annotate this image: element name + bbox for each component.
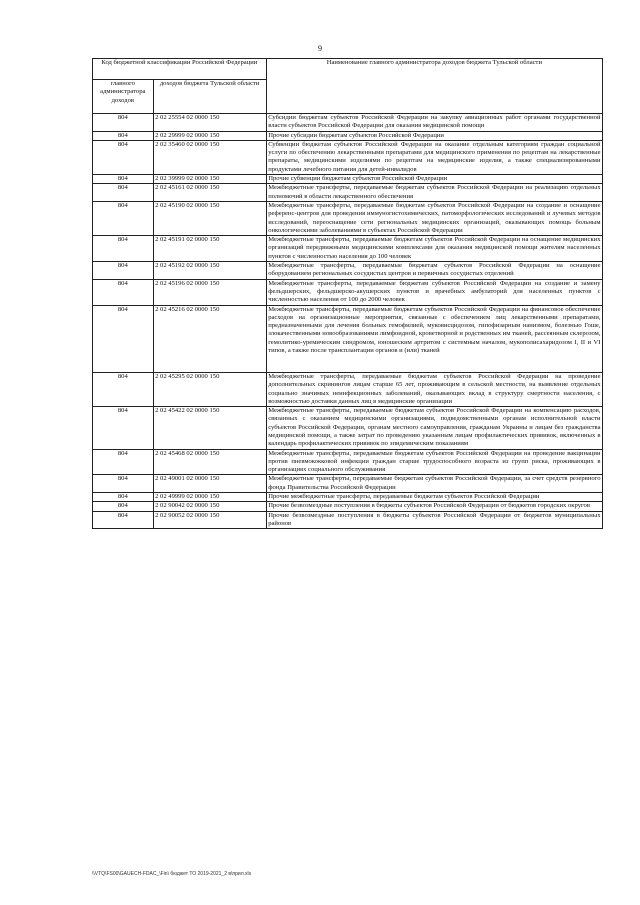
income-code-cell: 2 02 45192 02 0000 150 bbox=[153, 262, 266, 280]
admin-code-cell: 804 bbox=[93, 372, 154, 406]
admin-code-cell: 804 bbox=[93, 407, 154, 449]
admin-code-cell: 804 bbox=[93, 114, 154, 132]
income-code-cell: 2 02 49001 02 0000 150 bbox=[153, 475, 266, 493]
income-code-cell: 2 02 45190 02 0000 150 bbox=[153, 201, 266, 235]
header-budget-income: доходов бюджета Тульской области bbox=[153, 80, 266, 114]
header-main-administrator: главного администратора доходов bbox=[93, 80, 154, 114]
income-name-cell: Межбюджетные трансферты, передаваемые бюджетам субъектов Российской Федерации, за счет средств резервного фонда Правительства Российской Федерации bbox=[268, 475, 601, 491]
table-row bbox=[93, 262, 603, 280]
income-code-cell: 2 02 90052 02 0000 150 bbox=[153, 511, 266, 529]
admin-code-cell: 804 bbox=[93, 279, 154, 305]
table-row bbox=[93, 279, 603, 305]
table-body bbox=[93, 114, 603, 529]
table-row bbox=[93, 511, 603, 529]
file-path-footer: \\VTQ\FS00\GAUECH-FDAC_\Fin\ бюджет ТО 2019-2021_2 в\прил.xls bbox=[92, 871, 252, 877]
table-row bbox=[93, 305, 603, 372]
income-name-cell: Межбюджетные трансферты, передаваемые бюджетам субъектов Российской Федерации на оснащение оборудованием региональных сосудистых центров и первичных сосудистых отделений bbox=[268, 262, 601, 278]
income-name-cell: Прочие межбюджетные трансферты, передаваемые бюджетам субъектов Российской Федерации bbox=[266, 493, 602, 502]
header-classification-code: Код бюджетной классификации Российской Федерации bbox=[93, 59, 267, 80]
table-row bbox=[93, 140, 603, 174]
table-row bbox=[93, 407, 603, 449]
table-row bbox=[93, 201, 603, 235]
income-code-cell: 2 02 49999 02 0000 150 bbox=[153, 493, 266, 502]
page-number: 9 bbox=[318, 44, 322, 53]
income-name-cell: Прочие безвозмездные поступления в бюджеты субъектов Российской Федерации от бюджетов городских округов bbox=[266, 502, 602, 511]
income-name-cell: Прочие безвозмездные поступления в бюджеты субъектов Российской Федерации от бюджетов муниципальных районов bbox=[268, 511, 601, 527]
table-row bbox=[93, 131, 603, 140]
income-name-cell: Межбюджетные трансферты, передаваемые бюджетам субъектов Российской Федерации на проведение дополнительных скринингов лицам старше 65 лет, проживающим в сельской местности, на выявление отдельных социально значимых неинфекционных заболеваний, оказывающих вклад в структуру смертности населения, с возможностью доставки данных лиц в медицинские организации bbox=[268, 372, 601, 405]
admin-code-cell: 804 bbox=[93, 175, 154, 184]
table-header bbox=[93, 59, 603, 114]
table-row bbox=[93, 175, 603, 184]
admin-code-cell: 804 bbox=[93, 493, 154, 502]
admin-code-cell: 804 bbox=[93, 184, 154, 202]
admin-code-cell: 804 bbox=[93, 236, 154, 262]
income-code-cell: 2 02 45191 02 0000 150 bbox=[153, 236, 266, 262]
income-name-cell: Межбюджетные трансферты, передаваемые бюджетам субъектов Российской Федерации на финансовое обеспечение расходов на организационные мероприятия, связанные с обеспечением лиц лекарственными препаратами, предназначенными для лечения больных гемофилией, муковисцидозом, гипофизарным нанизмом, болезнью Гоше, злокачественными новообразованиями лимфоидной, кроветворной и родственных им тканей, рассеянным склерозом, гемолитико-уремическим синдромом, юношеским артритом с системным началом, мукополисахаридозом I, II и VI типов, а также после трансплантации органов и (или) тканей bbox=[266, 305, 602, 372]
income-name-cell: Субвенции бюджетам субъектов Российской Федерации на оказание отдельным категориям граждан социальной услуги по обеспечению лекарственными препаратами для медицинского применения по рецептам на лекарственные препараты, медицинскими изделиями по рецептам на медицинские изделия, а также специализированными продуктами лечебного питания для детей-инвалидов bbox=[268, 140, 601, 173]
income-code-cell: 2 02 45422 02 0000 150 bbox=[153, 407, 266, 449]
header-administrator-name: Наименование главного администратора доходов бюджета Тульской области bbox=[266, 59, 602, 114]
income-code-cell: 2 02 90042 02 0000 150 bbox=[153, 502, 266, 511]
header-row-top bbox=[93, 59, 603, 80]
admin-code-cell: 804 bbox=[93, 131, 154, 140]
budget-classification-table bbox=[92, 58, 603, 529]
admin-code-cell: 804 bbox=[93, 262, 154, 280]
income-code-cell: 2 02 45196 02 0000 150 bbox=[153, 279, 266, 305]
income-name-cell: Прочие субсидии бюджетам субъектов Российской Федерации bbox=[266, 131, 602, 140]
table-row bbox=[93, 236, 603, 262]
income-name-cell: Межбюджетные трансферты, передаваемые бюджетам субъектов Российской Федерации на проведение вакцинации против пневмококковой инфекции граждан старше трудоспособного возраста из групп риска, проживающих в организациях социального обслуживания bbox=[268, 449, 601, 474]
income-code-cell: 2 02 39999 02 0000 150 bbox=[153, 175, 266, 184]
income-code-cell: 2 02 45161 02 0000 150 bbox=[153, 184, 266, 202]
table-row bbox=[93, 449, 603, 475]
admin-code-cell: 804 bbox=[93, 305, 154, 372]
table-row bbox=[93, 372, 603, 406]
table-row bbox=[93, 184, 603, 202]
admin-code-cell: 804 bbox=[93, 201, 154, 235]
table-row bbox=[93, 502, 603, 511]
income-name-cell: Межбюджетные трансферты, передаваемые бюджетам субъектов Российской Федерации на компенсацию расходов, связанных с оказанием медицинскими организациями, подведомственными органам исполнительной власти субъектов Российской Федерации, органам местного самоуправления, гражданам Украины и лицам без гражданства медицинской помощи, а также затрат по проведению указанным лицам профилактических прививок, включенных в календарь профилактических прививок по эпидемическим показаниям bbox=[268, 407, 601, 448]
income-code-cell: 2 02 45216 02 0000 150 bbox=[153, 305, 266, 372]
admin-code-cell: 804 bbox=[93, 502, 154, 511]
table-row bbox=[93, 493, 603, 502]
admin-code-cell: 804 bbox=[93, 140, 154, 174]
admin-code-cell: 804 bbox=[93, 475, 154, 493]
admin-code-cell: 804 bbox=[93, 511, 154, 529]
income-code-cell: 2 02 45468 02 0000 150 bbox=[153, 449, 266, 475]
table-row bbox=[93, 114, 603, 132]
income-code-cell: 2 02 35460 02 0000 150 bbox=[153, 140, 266, 174]
income-code-cell: 2 02 29999 02 0000 150 bbox=[153, 131, 266, 140]
income-name-cell: Межбюджетные трансферты, передаваемые бюджетам субъектов Российской Федерации на реализацию отдельных полномочий в области лекарственного обеспечения bbox=[268, 184, 601, 200]
table-row bbox=[93, 475, 603, 493]
income-name-cell: Межбюджетные трансферты, передаваемые бюджетам субъектов Российской Федерации на создание и замену фельдшерских, фельдшерско-акушерских пунктов и врачебных амбулаторий для населенных пунктов с численностью населения от 100 до 2000 человек bbox=[268, 279, 601, 304]
income-code-cell: 2 02 25554 02 0000 150 bbox=[153, 114, 266, 132]
income-code-cell: 2 02 45295 02 0000 150 bbox=[153, 372, 266, 406]
income-name-cell: Межбюджетные трансферты, передаваемые бюджетам субъектов Российской Федерации на создание и оснащение референс-центров для проведения иммуногистохимических, патоморфологических исследований и лучевых методов исследований, переоснащение сети региональных медицинских организаций, оказывающих помощь больным онкологическими заболеваниями в субъектах Российской Федерации bbox=[268, 201, 601, 234]
income-name-cell: Субсидии бюджетам субъектов Российской Федерации на закупку авиационных работ органами государственной власти субъектов Российской Федерации для оказания медицинской помощи bbox=[268, 114, 601, 130]
admin-code-cell: 804 bbox=[93, 449, 154, 475]
income-name-cell: Прочие субвенции бюджетам субъектов Российской Федерации bbox=[266, 175, 602, 184]
income-name-cell: Межбюджетные трансферты, передаваемые бюджетам субъектов Российской Федерации на оснащение медицинских организаций передвижными медицинскими комплексами для оказания медицинской помощи жителям населенных пунктов с численностью населения до 100 человек bbox=[268, 236, 601, 260]
